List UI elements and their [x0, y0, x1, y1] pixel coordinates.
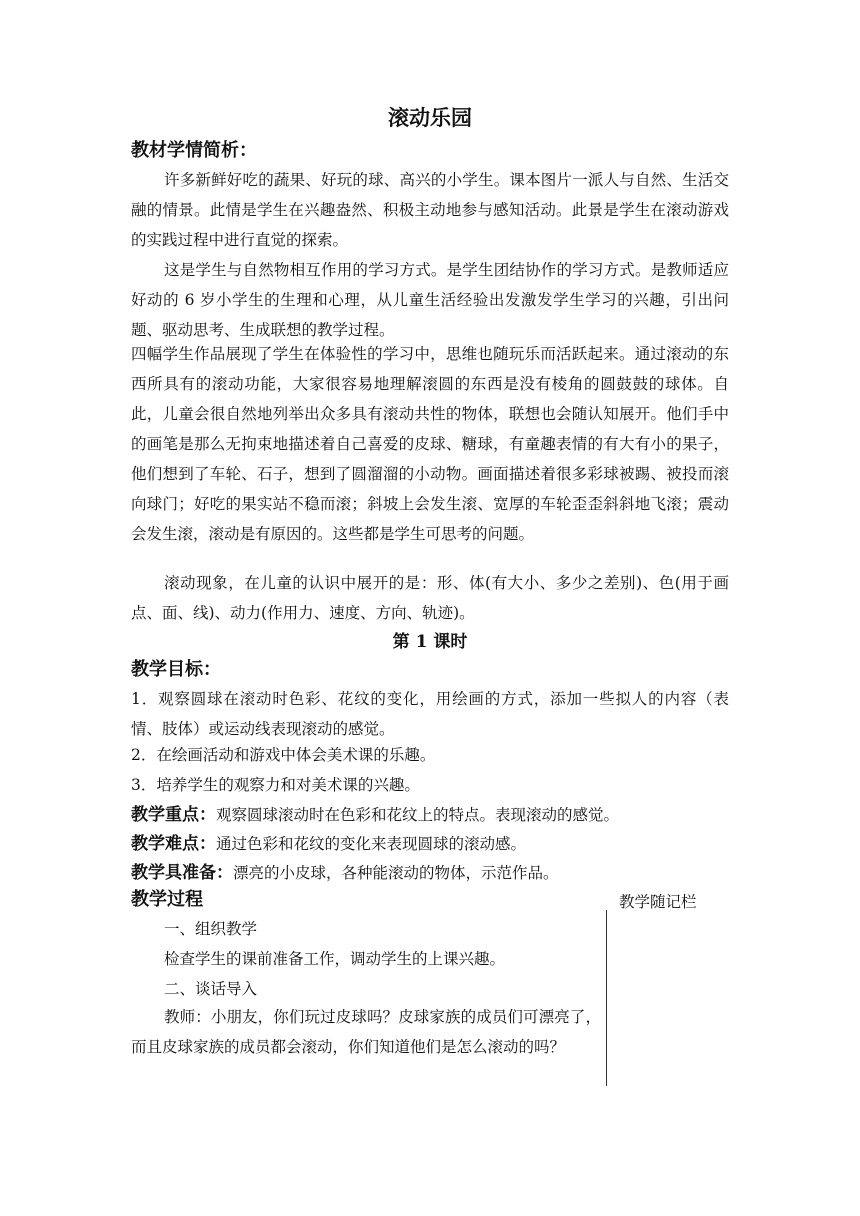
key-points-text: 观察圆球滚动时在色彩和花纹上的特点。表现滚动的感觉。 [216, 806, 620, 824]
step-1-text: 检查学生的课前准备工作，调动学生的上课兴趣。 [164, 950, 506, 968]
goal-1: 1．观察圆球在滚动时色彩、花纹的变化，用绘画的方式，添加一些拟人的内容（表情、肢体）或运动线表现滚动的感觉。 [131, 690, 729, 738]
analysis-heading: 教材学情简析： [131, 140, 257, 161]
teaching-materials [131, 858, 729, 888]
notes-column-label: 教学随记栏 [619, 893, 697, 911]
analysis-paragraph-4: 滚动现象，在儿童的认识中展开的是：形、体(有大小、多少之差别)、色(用于画点、面、线)、动力(作用力、速度、方向、轨迹)。 [131, 574, 729, 622]
process-heading: 教学过程 [131, 889, 203, 910]
analysis-paragraph-1: 许多新鲜好吃的蔬果、好玩的球、高兴的小学生。课本图片一派人与自然、生活交融的情景。此情是学生在兴趣盎然、积极主动地参与感知活动。此景是学生在滚动游戏的实践过程中进行直觉的探索。 [131, 171, 729, 249]
difficult-points [131, 829, 729, 859]
goals-heading: 教学目标： [131, 659, 221, 680]
step-2-heading: 二、谈话导入 [164, 980, 258, 998]
difficult-points-label: 教学难点： [131, 834, 216, 854]
step-1-heading: 一、组织教学 [164, 920, 258, 938]
difficult-points-text: 通过色彩和花纹的变化来表现圆球的滚动感。 [216, 835, 527, 853]
step-2-text: 教师：小朋友，你们玩过皮球吗？皮球家族的成员们可漂亮了，而且皮球家族的成员都会滚动，你们知道他们是怎么滚动的吗？ [131, 1008, 601, 1056]
page-title: 滚动乐园 [388, 105, 472, 130]
analysis-paragraph-3: 四幅学生作品展现了学生在体验性的学习中，思维也随玩乐而活跃起来。通过滚动的东西所具有的滚动功能，大家很容易地理解滚圆的东西是没有棱角的圆鼓鼓的球体。自此，儿童会很自然地列举出众多具有滚动共性的物体，联想也会随认知展开。他们手中的画笔是那么无拘束地描述着自己喜爱的皮球、糖球，有童趣表情的有大有小的果子，他们想到了车轮、石子，想到了圆溜溜的小动物。画面描述着很多彩球被踢、被投而滚向球门；好吃的果实站不稳而滚；斜坡上会发生滚、宽厚的车轮歪歪斜斜地飞滚；震动会发生滚，滚动是有原因的。这些都是学生可思考的问题。 [131, 345, 729, 543]
notes-column-divider [606, 910, 607, 1086]
key-points-label: 教学重点： [131, 805, 216, 825]
teaching-materials-text: 漂亮的小皮球，各种能滚动的物体，示范作品。 [233, 864, 559, 882]
teaching-materials-label: 教学具准备： [131, 863, 233, 883]
goal-2: 2．在绘画活动和游戏中体会美术课的乐趣。 [131, 746, 436, 764]
key-points [131, 800, 729, 830]
lesson-heading: 第 1 课时 [392, 632, 468, 652]
analysis-paragraph-2: 这是学生与自然物相互作用的学习方式。是学生团结协作的学习方式。是教师适应好动的 6 岁小学生的生理和心理，从儿童生活经验出发激发学生学习的兴趣，引出问题、驱动思考、生成联想的教学过程。 [131, 261, 729, 339]
goal-3: 3．培养学生的观察力和对美术课的兴趣。 [131, 776, 420, 794]
